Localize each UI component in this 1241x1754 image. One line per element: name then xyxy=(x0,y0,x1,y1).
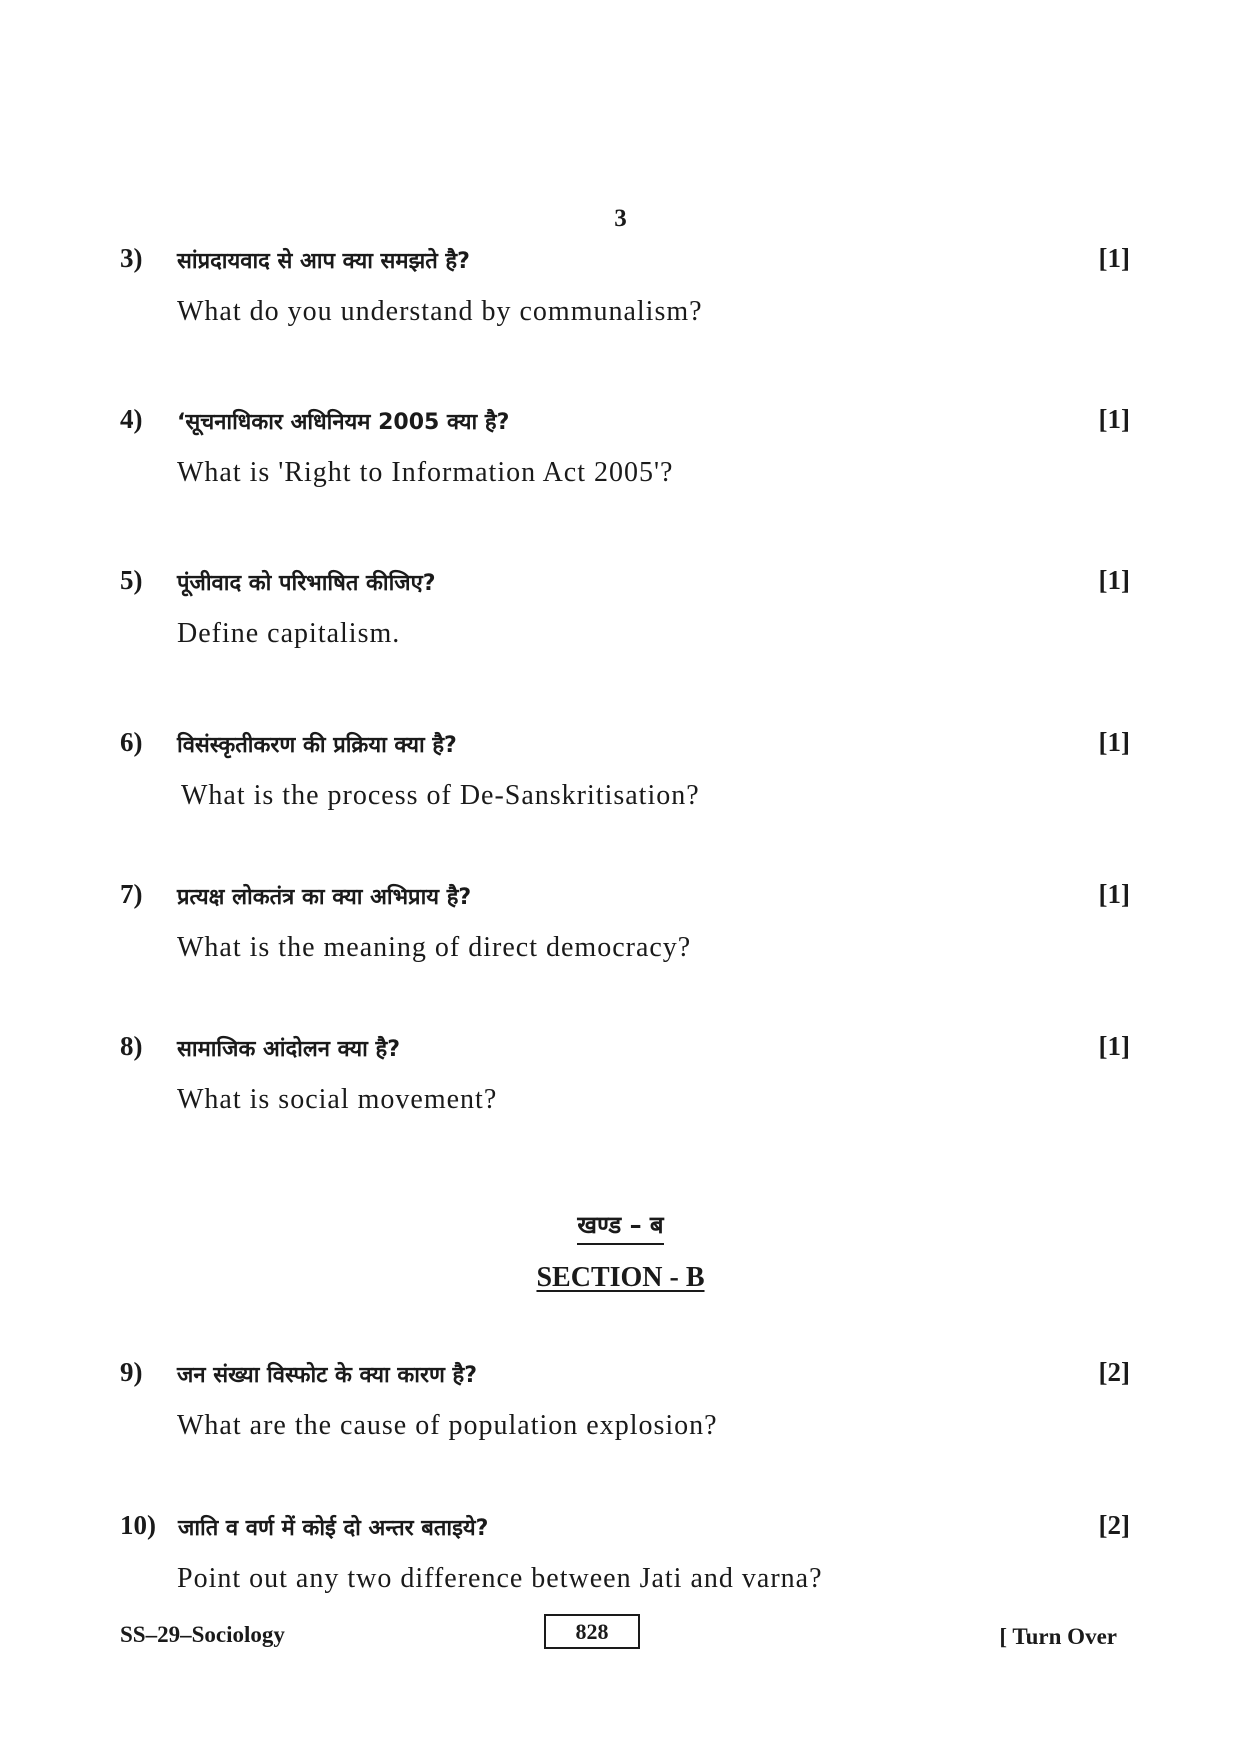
section-heading-english xyxy=(0,1262,1241,1294)
question-text-english: What is 'Right to Information Act 2005'? xyxy=(177,457,674,488)
question-marks: [1] xyxy=(1098,879,1130,909)
question-marks: [2] xyxy=(1098,1510,1130,1540)
question-number: 3) xyxy=(120,243,143,273)
question-text-english: What are the cause of population explosion? xyxy=(177,1410,718,1441)
question-6 xyxy=(120,727,1130,811)
question-text-hindi: सांप्रदायवाद से आप क्या समझते है? xyxy=(177,249,470,274)
page-code-box: 828 xyxy=(544,1614,640,1649)
question-marks: [1] xyxy=(1098,565,1130,595)
question-4 xyxy=(120,404,1130,488)
question-text-hindi: सामाजिक आंदोलन क्या है? xyxy=(177,1037,400,1062)
question-marks: [1] xyxy=(1098,243,1130,273)
question-text-english: What do you understand by communalism? xyxy=(177,296,703,327)
question-7 xyxy=(120,879,1130,963)
section-heading-hindi xyxy=(0,1208,1241,1241)
question-number: 6) xyxy=(120,727,143,757)
question-marks: [2] xyxy=(1098,1357,1130,1387)
question-number: 9) xyxy=(120,1357,143,1387)
question-text-hindi: पूंजीवाद को परिभाषित कीजिए? xyxy=(177,571,436,596)
question-text-english: What is the process of De-Sanskritisation? xyxy=(181,780,700,811)
question-text-hindi: विसंस्कृतीकरण की प्रक्रिया क्या है? xyxy=(177,733,457,758)
question-marks: [1] xyxy=(1098,1031,1130,1061)
question-number: 7) xyxy=(120,879,143,909)
question-9 xyxy=(120,1357,1130,1441)
page-number: 3 xyxy=(614,205,627,232)
question-text-english: Define capitalism. xyxy=(177,618,401,649)
question-text-english: What is the meaning of direct democracy? xyxy=(177,932,692,963)
question-number: 4) xyxy=(120,404,143,434)
question-3 xyxy=(120,243,1130,327)
question-text-hindi: जन संख्या विस्फोट के क्या कारण है? xyxy=(177,1363,477,1388)
question-5 xyxy=(120,565,1130,649)
question-8 xyxy=(120,1031,1130,1115)
question-number: 5) xyxy=(120,565,143,595)
question-number: 10) xyxy=(120,1510,156,1540)
paper-code: SS–29–Sociology xyxy=(120,1622,285,1647)
turn-over-label: [ Turn Over xyxy=(999,1624,1117,1649)
question-text-hindi: ‘सूचनाधिकार अधिनियम 2005 क्या है? xyxy=(177,410,510,435)
question-marks: [1] xyxy=(1098,727,1130,757)
question-text-english: Point out any two difference between Jati and varna? xyxy=(177,1563,823,1594)
question-text-english: What is social movement? xyxy=(177,1084,498,1115)
section-title-hindi: खण्ड – ब xyxy=(577,1211,663,1245)
section-title-english: SECTION - B xyxy=(536,1262,705,1293)
question-10 xyxy=(120,1510,1130,1594)
question-number: 8) xyxy=(120,1031,143,1061)
question-text-hindi: प्रत्यक्ष लोकतंत्र का क्या अभिप्राय है? xyxy=(177,885,472,910)
question-text-hindi: जाति व वर्ण में कोई दो अन्तर बताइये? xyxy=(178,1516,489,1541)
question-marks: [1] xyxy=(1098,404,1130,434)
